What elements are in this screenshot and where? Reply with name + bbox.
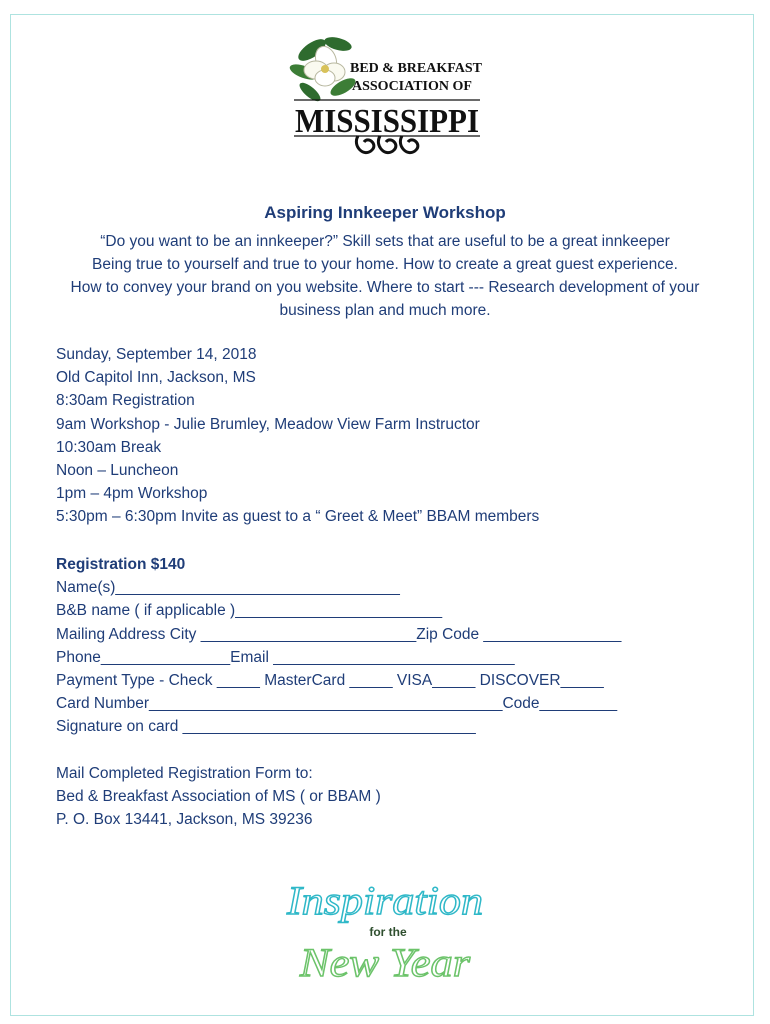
payment-type-field: Payment Type - Check _____ MasterCard _____ VISA_____ DISCOVER_____ — [56, 672, 604, 690]
logo-line-2: ASSOCIATION OF — [352, 79, 472, 94]
intro-line: business plan and much more. — [279, 302, 491, 319]
intro-line: “Do you want to be an innkeeper?” Skill sets that are useful to be a great innkeeper — [100, 233, 670, 250]
signature-field: Signature on card __________________________________ — [56, 718, 476, 736]
bnb-name-field: B&B name ( if applicable )________________________ — [56, 602, 443, 620]
logo-line-1: BED & BREAKFAST — [350, 61, 482, 76]
footer-line-2: for the — [369, 925, 407, 939]
schedule-list — [56, 343, 746, 529]
footer-line-3: New Year — [298, 940, 471, 985]
intro-paragraph — [22, 230, 748, 322]
workshop-title: Aspiring Innkeeper Workshop — [264, 203, 506, 222]
intro-line: How to convey your brand on you website. Where to start --- Research development of your — [70, 279, 700, 296]
schedule-item: 5:30pm – 6:30pm Invite as guest to a “ Greet & Meet” BBAM members — [56, 508, 540, 526]
phone-email-field: Phone_______________Email ____________________________ — [56, 648, 515, 666]
logo-line-3: MISSISSIPPI — [295, 103, 479, 140]
mail-line: Bed & Breakfast Association of MS ( or BBAM ) — [56, 788, 381, 806]
event-date: Sunday, September 14, 2018 — [56, 346, 257, 363]
schedule-item: 1pm – 4pm Workshop — [56, 485, 208, 503]
mail-line: P. O. Box 13441, Jackson, MS 39236 — [56, 811, 313, 829]
mailing-address-field: Mailing Address City _________________________Zip Code ________________ — [56, 625, 622, 643]
inspiration-artwork — [270, 872, 500, 990]
schedule-item: 10:30am Break — [56, 438, 162, 456]
registration-form — [56, 553, 746, 739]
schedule-item: Noon – Luncheon — [56, 462, 179, 480]
event-location: Old Capitol Inn, Jackson, MS — [56, 369, 256, 387]
mail-instructions — [56, 762, 746, 832]
registration-heading: Registration $140 — [56, 556, 186, 573]
schedule-item: 8:30am Registration — [56, 392, 195, 410]
card-number-field: Card Number_________________________________________Code_________ — [56, 695, 618, 713]
mail-line: Mail Completed Registration Form to: — [56, 765, 313, 782]
names-field: Name(s)_________________________________ — [56, 579, 400, 597]
intro-line: Being true to yourself and true to your home. How to create a great guest experience. — [92, 256, 678, 273]
association-logo — [288, 32, 486, 162]
schedule-item: 9am Workshop - Julie Brumley, Meadow View Farm Instructor — [56, 415, 480, 433]
footer-line-1: Inspiration — [285, 878, 483, 923]
